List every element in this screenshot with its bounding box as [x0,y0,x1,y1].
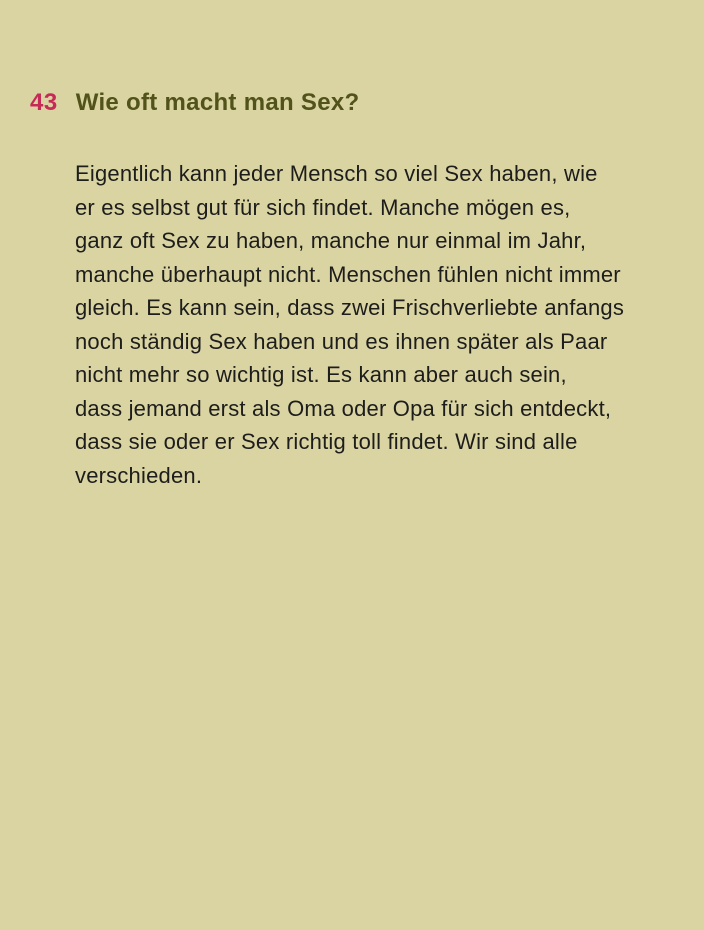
body-line: noch ständig Sex haben und es ihnen später als Paar [75,328,608,354]
body-line: ganz oft Sex zu haben, manche nur einmal im Jahr, [75,228,587,253]
body-line: dass sie oder er Sex richtig toll findet. Wir sind alle [75,429,578,454]
body-line: gleich. Es kann sein, dass zwei Frischverliebte anfangs [75,295,625,320]
body-line: Eigentlich kann jeder Mensch so viel Sex haben, wie [75,161,598,186]
body-line: er es selbst gut für sich findet. Manche mögen es, [75,194,571,220]
body-line: dass jemand erst als Oma oder Opa für sich entdeckt, [75,395,612,421]
chapter-heading [30,88,674,118]
body-line: nicht mehr so wichtig ist. Es kann aber auch sein, [75,362,567,387]
body-line: manche überhaupt nicht. Menschen fühlen nicht immer [75,261,621,287]
body-line: verschieden. [75,462,203,488]
body-paragraph [75,157,654,492]
chapter-title: Wie oft macht man Sex? [75,89,360,116]
chapter-number: 43 [30,89,58,116]
